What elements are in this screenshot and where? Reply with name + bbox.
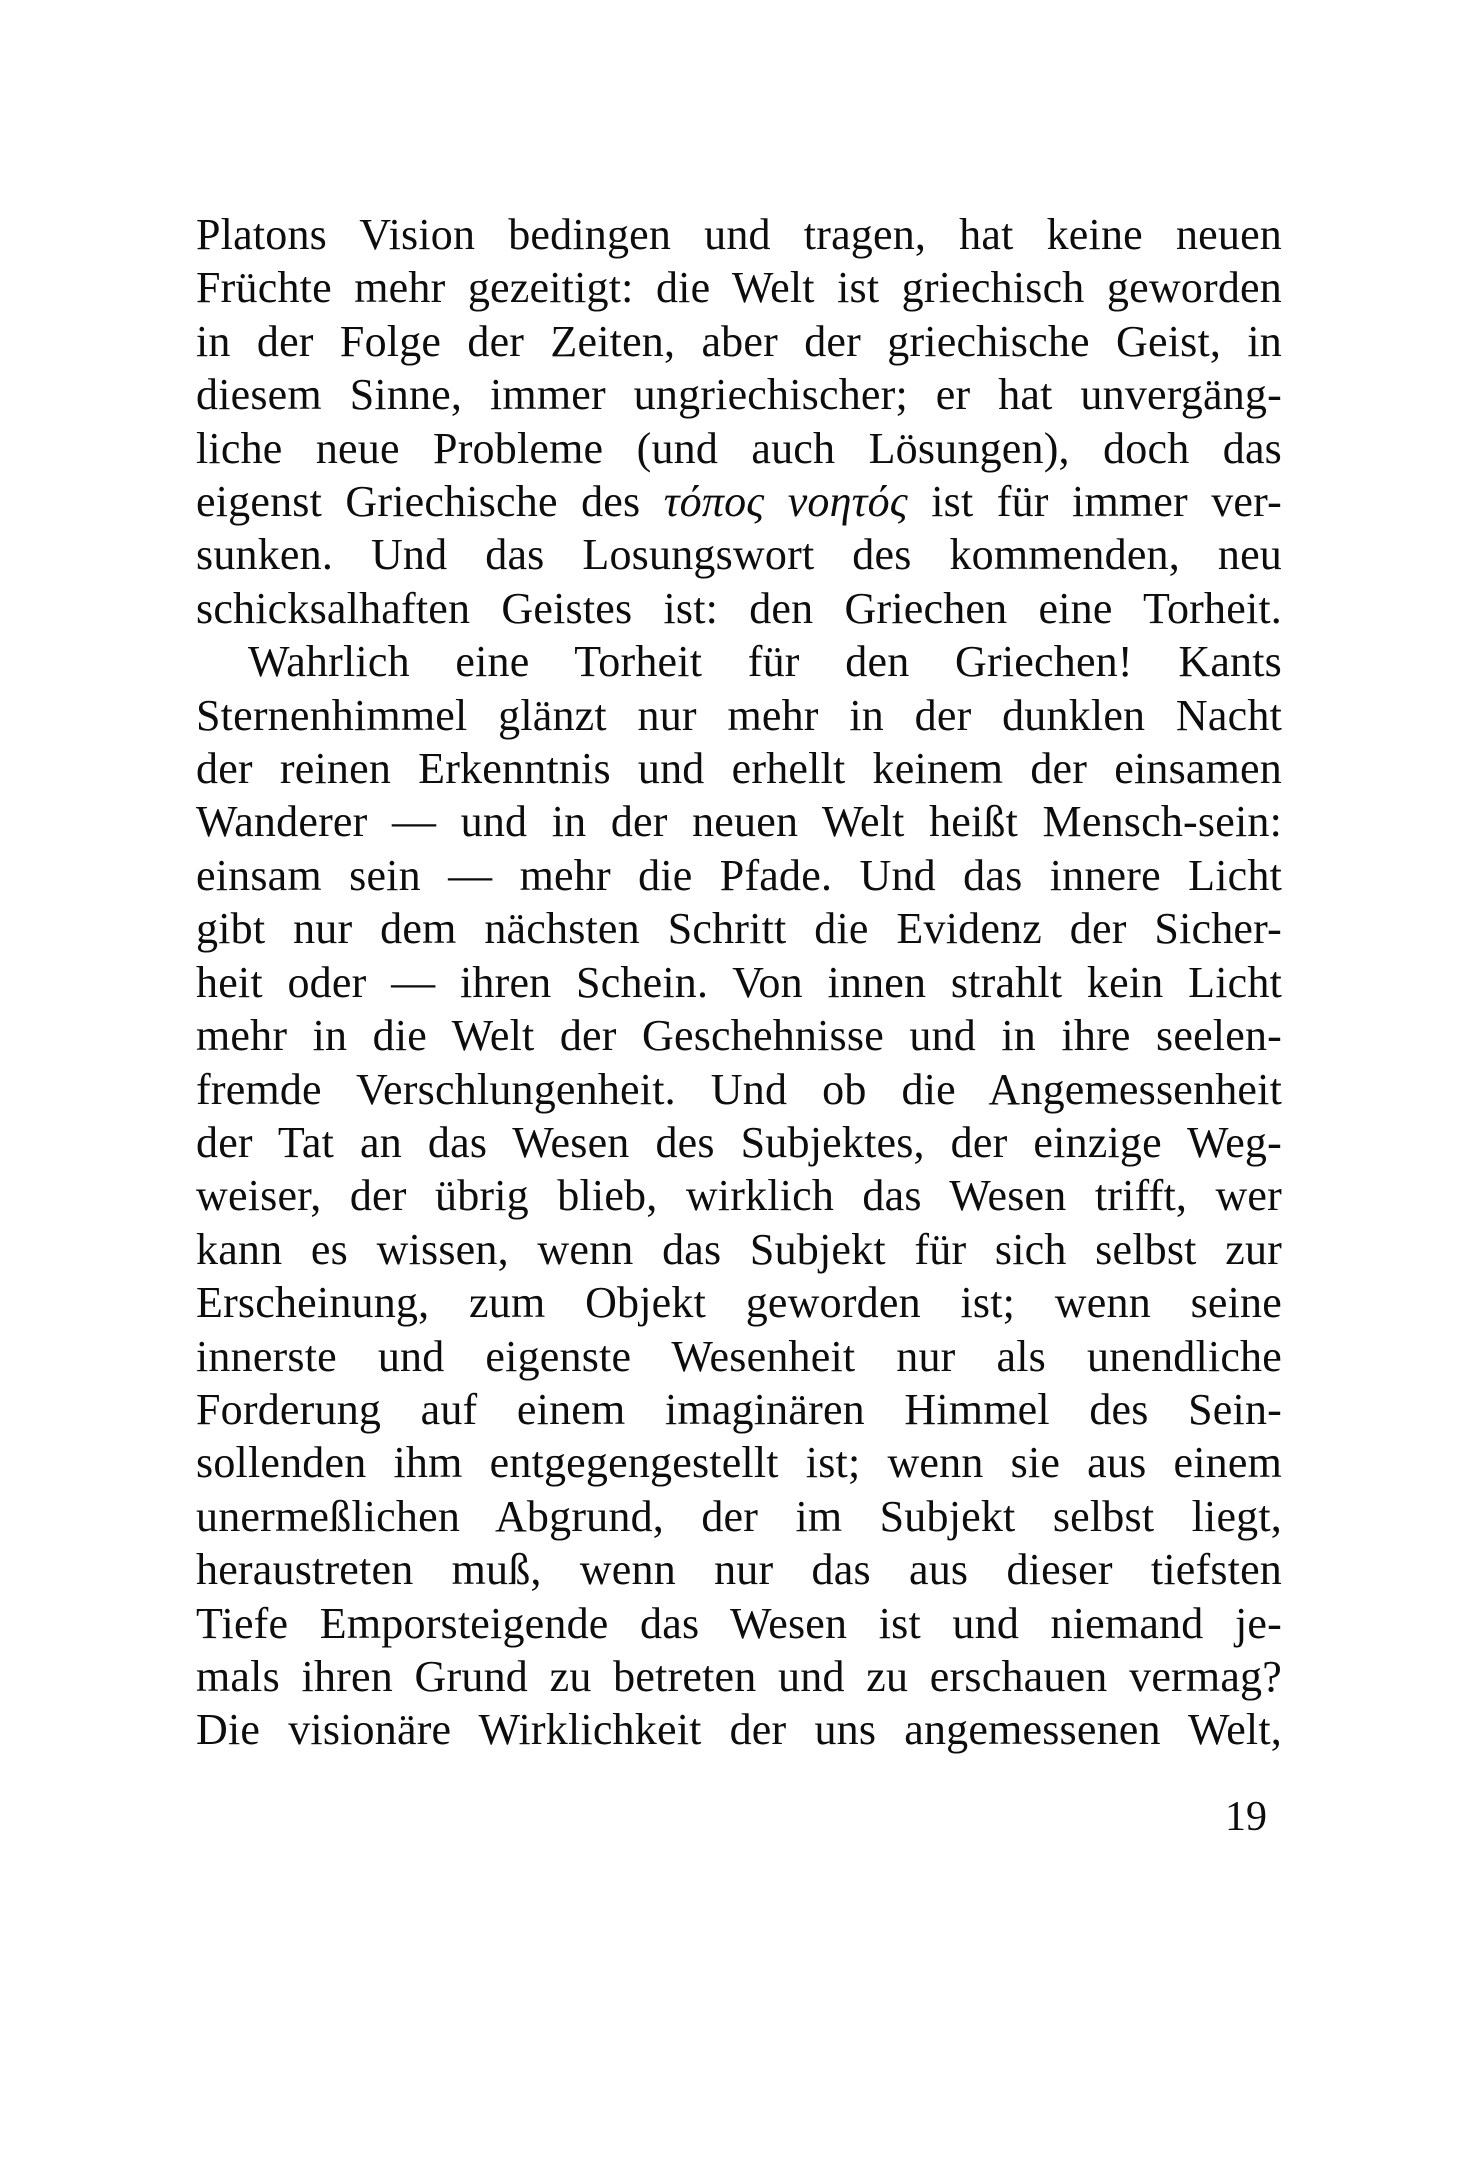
greek-line-pre: eigenst Griechische des xyxy=(196,477,664,527)
text-line: weiser, der übrig blieb, wirklich das Wesen trifft, wer xyxy=(196,1171,1282,1221)
text-line: kann es wissen, wenn das Subjekt für sich selbst zur xyxy=(196,1224,1282,1274)
text-line: schicksalhaften Geistes ist: den Griechen eine Torheit. xyxy=(196,583,1282,633)
text-line: einsam sein — mehr die Pfade. Und das innere Licht xyxy=(196,850,1282,900)
text-line: mals ihren Grund zu betreten und zu erschauen vermag? xyxy=(196,1651,1282,1701)
text-line: Platons Vision bedingen und tragen, hat keine neuen xyxy=(196,210,1282,259)
text-line: der Tat an das Wesen des Subjektes, der einzige Weg- xyxy=(196,1117,1282,1167)
paragraph-start-line: Wahrlich eine Torheit für den Griechen! Kants xyxy=(248,637,1282,687)
text-line: unermeßlichen Abgrund, der im Subjekt selbst liegt, xyxy=(196,1491,1282,1541)
text-line: der reinen Erkenntnis und erhellt keinem der einsamen xyxy=(196,744,1282,794)
text-line-with-greek xyxy=(196,475,1282,528)
text-line: heit oder — ihren Schein. Von innen strahlt kein Licht xyxy=(196,957,1282,1007)
text-line: sunken. Und das Losungswort des kommenden, neu xyxy=(196,530,1282,580)
text-line: fremde Verschlungenheit. Und ob die Angemessenheit xyxy=(196,1064,1282,1114)
text-line: Forderung auf einem imaginären Himmel des Sein- xyxy=(196,1384,1282,1434)
text-line: innerste und eigenste Wesenheit nur als unendliche xyxy=(196,1331,1282,1381)
text-line: Wanderer — und in der neuen Welt heißt Mensch-sein: xyxy=(196,797,1282,847)
text-line: Die visionäre Wirklichkeit der uns angemessenen Welt, xyxy=(196,1705,1282,1755)
text-line: Sternenhimmel glänzt nur mehr in der dunklen Nacht xyxy=(196,690,1282,740)
text-line: heraustreten muß, wenn nur das aus dieser tiefsten xyxy=(196,1545,1282,1595)
body-text xyxy=(196,208,1282,1757)
text-line: Erscheinung, zum Objekt geworden ist; wenn seine xyxy=(196,1278,1282,1328)
page-number: 19 xyxy=(1225,1794,1267,1840)
text-line: in der Folge der Zeiten, aber der griechische Geist, in xyxy=(196,316,1282,366)
text-line: Früchte mehr gezeitigt: die Welt ist griechisch geworden xyxy=(196,263,1282,313)
text-line: gibt nur dem nächsten Schritt die Evidenz der Sicher- xyxy=(196,904,1282,954)
text-line: liche neue Probleme (und auch Lösungen), doch das xyxy=(196,423,1282,473)
text-line: Tiefe Emporsteigende das Wesen ist und niemand je- xyxy=(196,1598,1282,1648)
text-line: mehr in die Welt der Geschehnisse und in ihre seelen- xyxy=(196,1011,1282,1061)
text-line: diesem Sinne, immer ungriechischer; er hat unvergäng- xyxy=(196,370,1282,420)
greek-phrase: τόπος νοητός xyxy=(663,477,908,527)
text-line: sollenden ihm entgegengestellt ist; wenn sie aus einem xyxy=(196,1438,1282,1488)
greek-line-post: ist für immer ver- xyxy=(907,477,1282,527)
